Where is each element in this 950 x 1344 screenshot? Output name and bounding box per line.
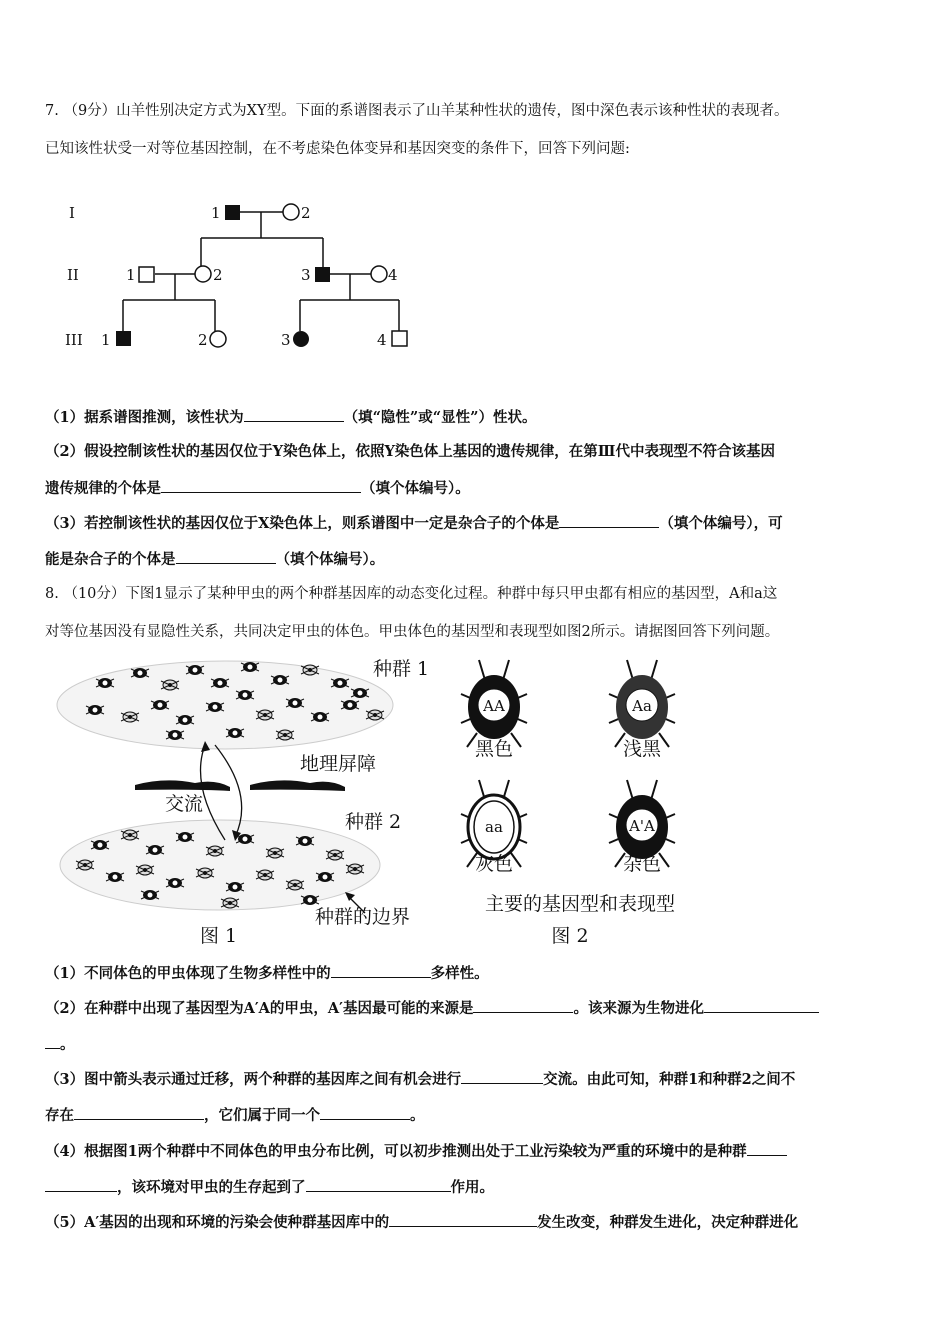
q7-part1: （1）据系谱图推测，该性状为 （填“隐性”或“显性”）性状。 [45, 409, 537, 426]
q8-part4-line2: ，该环境对甲虫的生存起到了 作用。 [45, 1177, 494, 1198]
answer-blank[interactable] [389, 1212, 537, 1227]
geographic-barrier-right [250, 780, 345, 791]
figure-2-caption: 图 2 [551, 925, 589, 947]
pedigree-III2-female [210, 331, 226, 347]
population-1-label: 种群 1 [373, 658, 430, 680]
q7-part3-line2: 能是杂合子的个体是 （填个体编号）。 [45, 551, 385, 568]
q8-part2-line1: （2）在种群中出现了基因型为A′A的甲虫，A′基因最可能的来源是 。该来源为生物进化 [45, 998, 819, 1019]
answer-blank[interactable] [45, 1034, 60, 1049]
label-II2: 2 [213, 266, 223, 284]
pedigree-II2-female [195, 266, 211, 282]
population-2-area [60, 820, 380, 910]
answer-blank[interactable] [161, 478, 361, 493]
answer-blank[interactable] [461, 1069, 543, 1084]
boundary-label: 种群的边界 [315, 906, 411, 928]
answer-blank[interactable] [331, 963, 431, 978]
answer-blank[interactable] [320, 1105, 410, 1120]
q7-part2-line2: 遗传规律的个体是 （填个体编号）。 [45, 480, 470, 497]
gen-label-I: I [69, 204, 75, 222]
label-III3: 3 [281, 331, 291, 349]
pedigree-chart [55, 192, 425, 357]
label-II1: 1 [126, 266, 136, 284]
figure-2-genotype-phenotype [455, 655, 715, 950]
population-1-area [57, 661, 393, 749]
pedigree-II3-affected-male [315, 267, 330, 282]
label-III1: 1 [101, 331, 111, 349]
figure-1-beetle-populations [55, 655, 455, 950]
q8-intro-line2: 对等位基因没有显隐性关系，共同决定甲虫的体色。甲虫体色的基因型和表现型如图2所示。请据图回答下列问题。 [45, 624, 780, 640]
q8-part3-line2: 存在 ，它们属于同一个 。 [45, 1107, 425, 1124]
label-II3: 3 [301, 266, 311, 284]
answer-blank[interactable] [176, 549, 276, 564]
q8-part4-line1: （4）根据图1两个种群中不同体色的甲虫分布比例，可以初步推测出处于工业污染较为严重的环境中的是种群 [45, 1141, 787, 1162]
gen-label-III: III [65, 331, 83, 349]
genotype-aa: aa [485, 818, 503, 836]
answer-blank[interactable] [306, 1177, 451, 1192]
q7-part3-line1: （3）若控制该性状的基因仅位于X染色体上，则系谱图中一定是杂合子的个体是 （填个体编号），可 [45, 515, 783, 532]
answer-blank[interactable] [559, 513, 659, 528]
pedigree-II4-female [371, 266, 387, 282]
answer-blank[interactable] [45, 1177, 117, 1192]
label-I1: 1 [211, 204, 221, 222]
q8-part2-line2: 。 [45, 1034, 75, 1055]
q8-intro-line1: 8. （10分）下图1显示了某种甲虫的两个种群基因库的动态变化过程。种群中每只甲虫都有相应的基因型，A和a这 [45, 586, 778, 602]
figure-2-subtitle: 主要的基因型和表现型 [484, 893, 676, 915]
q7-part2-line1: （2）假设控制该性状的基因仅位于Y染色体上，依照Y染色体上基因的遗传规律，在第Ⅲ代中表现型不符合该基因 [45, 443, 775, 460]
genotype-A-prime-A: A'A [629, 817, 655, 835]
pedigree-I1-affected-male [225, 205, 240, 220]
pedigree-I2-female [283, 204, 299, 220]
q8-part1: （1）不同体色的甲虫体现了生物多样性中的 多样性。 [45, 965, 489, 982]
label-I2: 2 [301, 204, 311, 222]
phenotype-mixed: 杂色 [622, 853, 662, 875]
pedigree-III1-affected-male [116, 331, 131, 346]
genotype-AA: AA [483, 697, 505, 715]
genotype-Aa: Aa [632, 697, 652, 715]
q7-intro-line2: 已知该性状受一对等位基因控制，在不考虑染色体变异和基因突变的条件下，回答下列问题: [45, 141, 630, 157]
answer-blank[interactable] [747, 1141, 787, 1156]
figure-1-caption: 图 1 [200, 925, 238, 947]
phenotype-gray: 灰色 [474, 853, 514, 875]
phenotype-black: 黑色 [474, 738, 514, 760]
population-2-label: 种群 2 [345, 811, 402, 833]
gen-label-II: II [67, 266, 79, 284]
answer-blank[interactable] [74, 1105, 204, 1120]
geographic-barrier [135, 780, 230, 791]
q8-part3-line1: （3）图中箭头表示通过迁移，两个种群的基因库之间有机会进行 交流。由此可知，种群1和种群2之间不 [45, 1071, 796, 1088]
pedigree-III4-male [392, 331, 407, 346]
label-II4: 4 [388, 266, 398, 284]
barrier-label: 地理屏障 [300, 753, 377, 775]
q7-intro-line1: 7. （9分）山羊性别决定方式为XY型。下面的系谱图表示了山羊某种性状的遗传，图中深色表示该种性状的表现者。 [45, 103, 789, 119]
label-III2: 2 [198, 331, 208, 349]
pedigree-III3-affected-female [293, 331, 309, 347]
label-III4: 4 [377, 331, 387, 349]
phenotype-light-black: 浅黑 [622, 738, 662, 760]
answer-blank[interactable] [473, 998, 573, 1013]
answer-blank[interactable] [244, 407, 344, 422]
exchange-label: 交流 [165, 793, 204, 815]
pedigree-II1-male [139, 267, 154, 282]
answer-blank[interactable] [704, 998, 819, 1013]
q8-part5-line1: （5）A′基因的出现和环境的污染会使种群基因库中的 发生改变，种群发生进化，决定种群进化 [45, 1214, 799, 1231]
